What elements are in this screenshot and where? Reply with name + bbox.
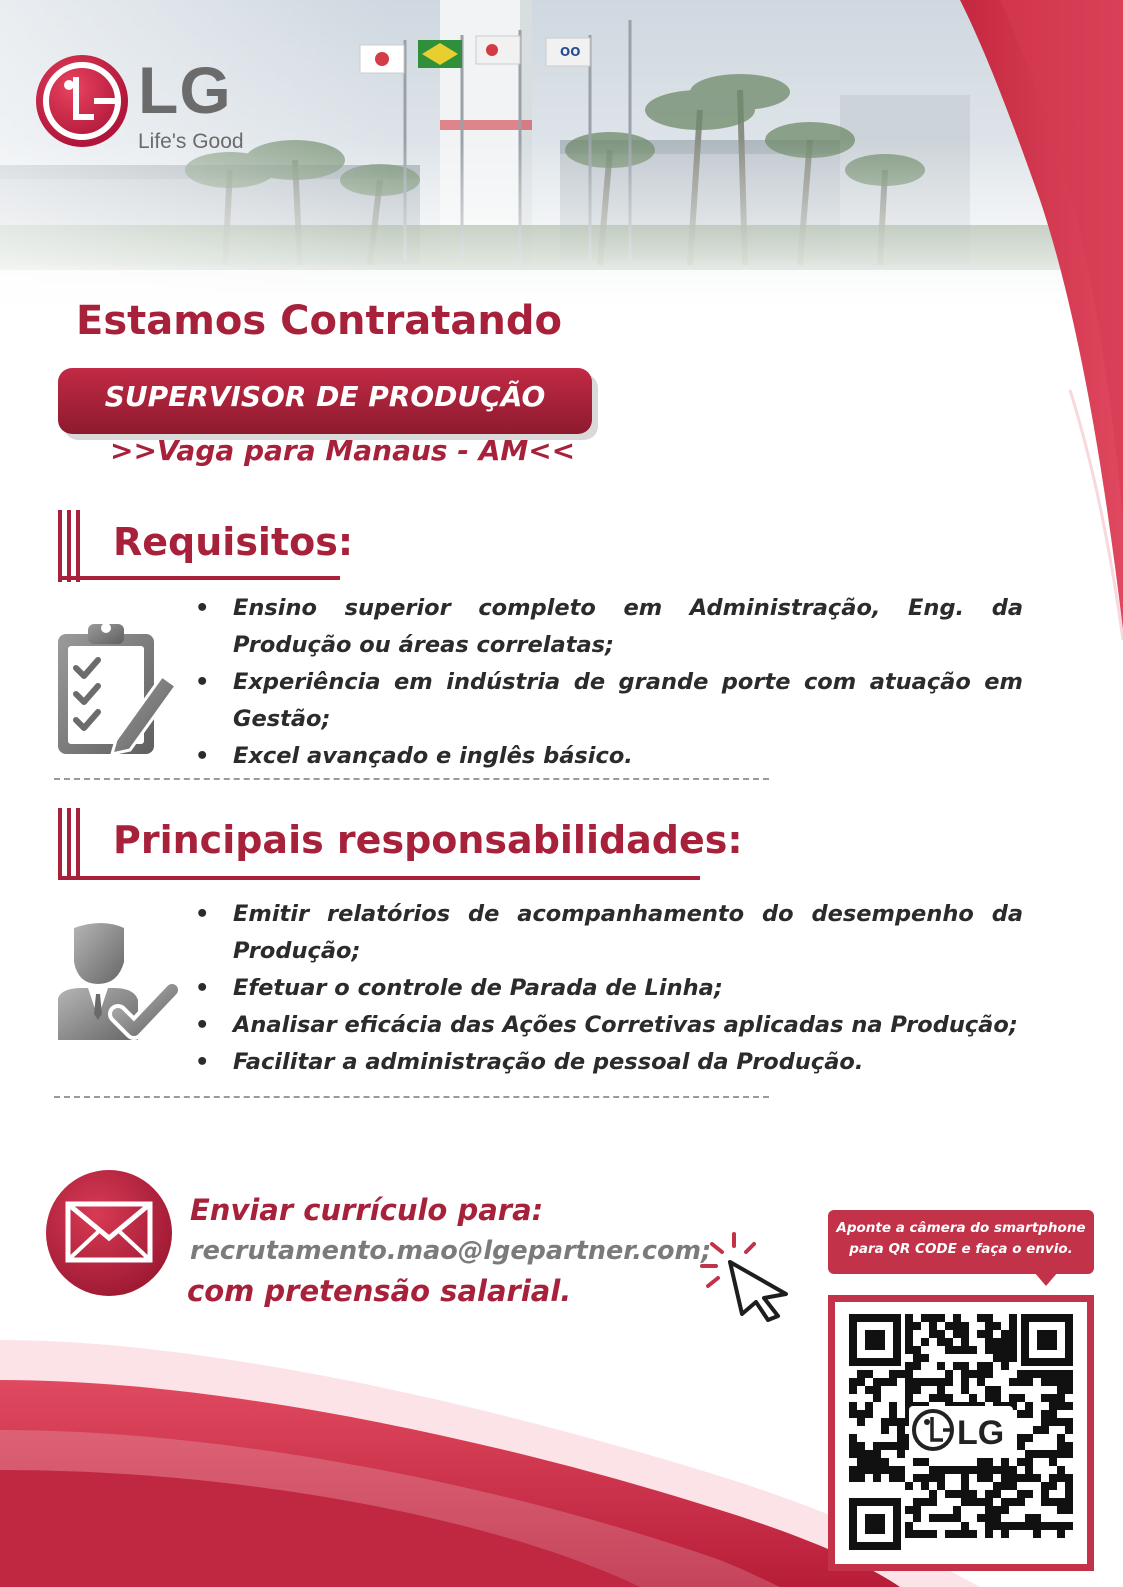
- clipboard-checklist-icon: [54, 618, 184, 758]
- logo-tagline: Life's Good: [138, 130, 244, 153]
- person-check-icon: [54, 918, 184, 1048]
- divider: [54, 778, 769, 780]
- job-location: >>Vaga para Manaus - AM<<: [110, 434, 576, 467]
- list-item: • Facilitar a administração de pessoal da Produção.: [193, 1044, 1023, 1081]
- salary-note: com pretensão salarial.: [187, 1274, 572, 1308]
- lg-face-icon: [36, 55, 128, 147]
- requirements-list: [193, 590, 1023, 775]
- envelope-icon: [46, 1170, 172, 1296]
- send-cv-heading: Enviar currículo para:: [190, 1193, 544, 1227]
- section-marker: [58, 808, 86, 880]
- responsibilities-heading: Principais responsabilidades:: [113, 818, 743, 862]
- qr-code-icon[interactable]: [835, 1302, 1087, 1564]
- section-underline: [58, 576, 340, 580]
- list-item: • Emitir relatórios de acompanhamento do desempenho da Produção;: [193, 896, 1023, 970]
- qr-code-frame[interactable]: [828, 1295, 1094, 1571]
- list-item: • Excel avançado e inglês básico.: [193, 738, 1023, 775]
- requirements-heading: Requisitos:: [113, 520, 354, 564]
- page-title: Estamos Contratando: [76, 298, 562, 344]
- envelope-badge: [46, 1170, 172, 1296]
- section-underline: [58, 876, 700, 880]
- list-item: • Ensino superior completo em Administração, Eng. da Produção ou áreas correlatas;: [193, 590, 1023, 664]
- list-item: • Experiência em indústria de grande porte com atuação em Gestão;: [193, 664, 1023, 738]
- logo-text: LG: [138, 53, 232, 127]
- qr-caption-tail: [1034, 1272, 1058, 1286]
- list-item: • Analisar eficácia das Ações Corretivas aplicadas na Produção;: [193, 1007, 1023, 1044]
- contact-email[interactable]: recrutamento.mao@lgepartner.com;: [190, 1236, 712, 1266]
- job-title: SUPERVISOR DE PRODUÇÃO: [104, 380, 546, 413]
- qr-caption: Aponte a câmera do smartphone para QR CODE e faça o envio.: [836, 1220, 1086, 1257]
- qr-logo-text: LG: [957, 1414, 1005, 1452]
- list-item: • Efetuar o controle de Parada de Linha;: [193, 970, 1023, 1007]
- lg-logo-mark: [36, 55, 128, 147]
- section-marker: [58, 510, 86, 582]
- responsibilities-list: [193, 896, 1023, 1081]
- cursor-click-icon: [698, 1232, 798, 1322]
- divider: [54, 1096, 769, 1098]
